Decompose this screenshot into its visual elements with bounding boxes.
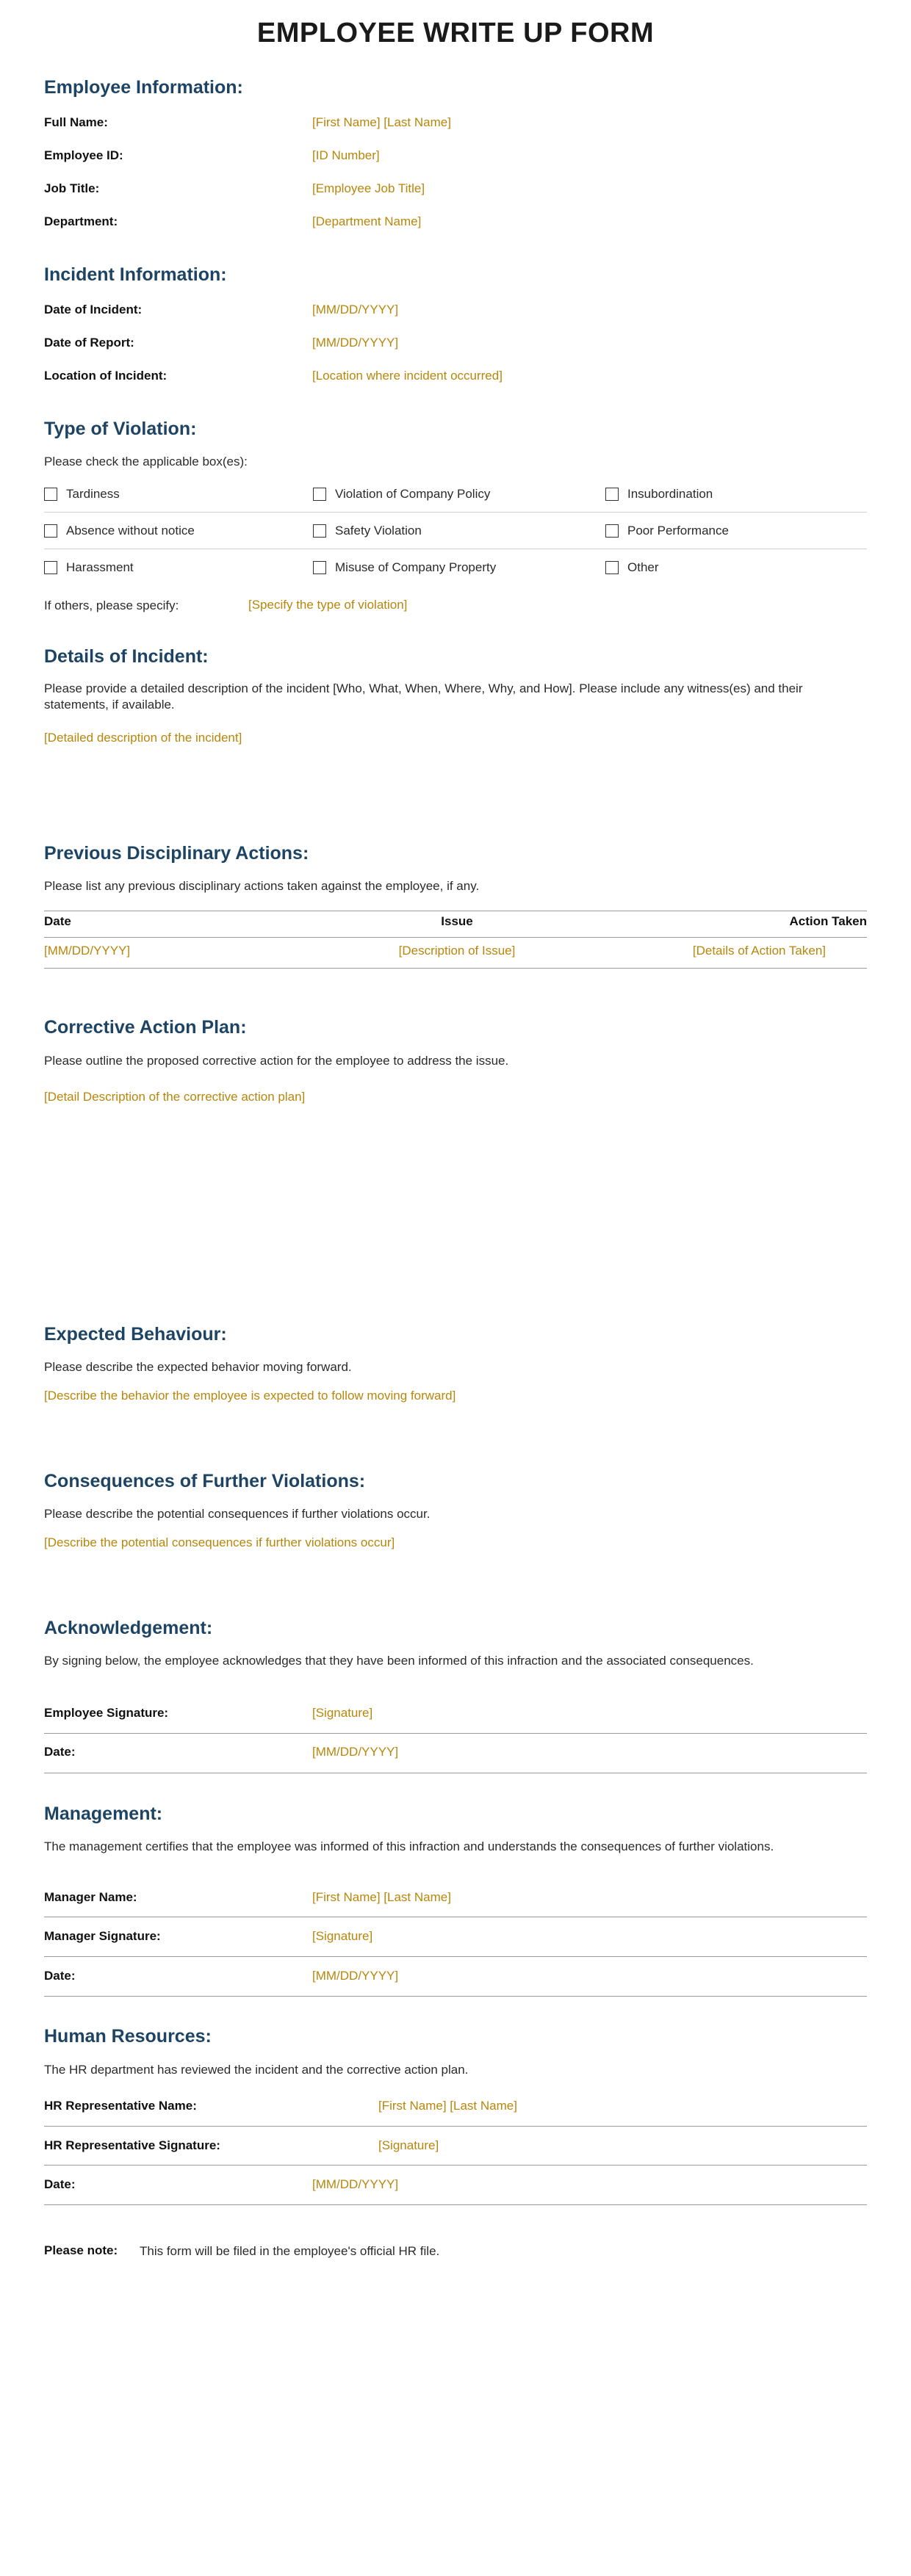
hr-date-line [44, 2204, 867, 2205]
hr-rep-name-field[interactable]: [First Name] [Last Name] [378, 2099, 517, 2113]
consequences-heading: Consequences of Further Violations: [44, 1471, 366, 1491]
column-header-date: Date [44, 914, 71, 928]
column-header-action: Action Taken [789, 914, 867, 928]
corrective-plan-heading: Corrective Action Plan: [44, 1017, 247, 1038]
checkbox-square-icon[interactable] [44, 561, 57, 574]
checkbox-square-icon[interactable] [605, 488, 619, 501]
expected-behaviour-heading: Expected Behaviour: [44, 1324, 227, 1345]
employee-id-label: Employee ID: [44, 148, 123, 162]
hr-signature-line [44, 2165, 867, 2166]
note-text: This form will be filed in the employee's official HR file. [140, 2244, 440, 2258]
employee-id-field[interactable]: [ID Number] [312, 148, 380, 162]
checkbox-tardiness[interactable]: Tardiness [44, 487, 120, 502]
checkbox-poor-performance[interactable]: Poor Performance [605, 524, 729, 538]
date-of-incident-field[interactable]: [MM/DD/YYYY] [312, 303, 399, 316]
incident-info-heading: Incident Information: [44, 264, 227, 285]
hr-rep-name-label: HR Representative Name: [44, 2099, 197, 2113]
expected-behaviour-field[interactable]: [Describe the behavior the employee is expected to follow moving forward] [44, 1389, 456, 1403]
management-instruction: The management certifies that the employee was informed of this infraction and understands the consequences of further violations. [44, 1839, 774, 1853]
violation-instruction: Please check the applicable box(es): [44, 455, 248, 468]
full-name-label: Full Name: [44, 115, 108, 129]
date-of-report-label: Date of Report: [44, 336, 134, 350]
hr-date-label: Date: [44, 2177, 76, 2191]
consequences-field[interactable]: [Describe the potential consequences if further violations occur] [44, 1535, 395, 1549]
table-bottom-rule [44, 968, 867, 969]
checkbox-square-icon[interactable] [44, 488, 57, 501]
table-cell-action[interactable]: [Details of Action Taken] [692, 944, 826, 958]
employee-signature-field[interactable]: [Signature] [312, 1706, 373, 1720]
checkbox-square-icon[interactable] [605, 524, 619, 538]
manager-signature-field[interactable]: [Signature] [312, 1929, 373, 1943]
date-of-report-field[interactable]: [MM/DD/YYYY] [312, 336, 399, 350]
checkbox-other[interactable]: Other [605, 560, 659, 575]
table-header-rule [44, 937, 867, 938]
signature-line [44, 1733, 867, 1734]
manager-name-field[interactable]: [First Name] [Last Name] [312, 1890, 451, 1904]
checkbox-misuse[interactable]: Misuse of Company Property [313, 560, 496, 575]
details-instruction: Please provide a detailed description of the incident [Who, What, When, Where, Why, and How]. Please include any witness(es) and their statements, if available. [44, 681, 803, 712]
checkbox-safety[interactable]: Safety Violation [313, 524, 422, 538]
violation-heading: Type of Violation: [44, 419, 197, 439]
consequences-instruction: Please describe the potential consequences if further violations occur. [44, 1507, 431, 1521]
manager-date-line [44, 1996, 867, 1997]
previous-actions-heading: Previous Disciplinary Actions: [44, 843, 309, 864]
corrective-plan-field[interactable]: [Detail Description of the corrective action plan] [44, 1090, 306, 1104]
other-specify-field[interactable]: [Specify the type of violation] [248, 598, 408, 612]
hr-rep-signature-label: HR Representative Signature: [44, 2138, 220, 2152]
corrective-plan-instruction: Please outline the proposed corrective action for the employee to address the issue. [44, 1054, 509, 1068]
checkbox-square-icon[interactable] [605, 561, 619, 574]
manager-signature-label: Manager Signature: [44, 1929, 161, 1943]
checkbox-square-icon[interactable] [313, 524, 326, 538]
expected-behaviour-instruction: Please describe the expected behavior moving forward. [44, 1360, 352, 1374]
manager-date-field[interactable]: [MM/DD/YYYY] [312, 1969, 399, 1983]
ack-date-field[interactable]: [MM/DD/YYYY] [312, 1745, 399, 1759]
hr-instruction: The HR department has reviewed the incident and the corrective action plan. [44, 2063, 469, 2077]
hr-name-line [44, 2126, 867, 2127]
checkbox-square-icon[interactable] [313, 488, 326, 501]
hr-heading: Human Resources: [44, 2026, 212, 2047]
checkbox-insubordination[interactable]: Insubordination [605, 487, 713, 502]
acknowledgement-heading: Acknowledgement: [44, 1618, 213, 1638]
table-cell-date[interactable]: [MM/DD/YYYY] [44, 944, 131, 958]
manager-name-label: Manager Name: [44, 1890, 137, 1904]
location-field[interactable]: [Location where incident occurred] [312, 369, 503, 383]
details-heading: Details of Incident: [44, 646, 209, 667]
job-title-field[interactable]: [Employee Job Title] [312, 181, 425, 195]
ack-date-label: Date: [44, 1745, 76, 1759]
checkbox-absence[interactable]: Absence without notice [44, 524, 195, 538]
department-field[interactable]: [Department Name] [312, 214, 422, 228]
checkbox-square-icon[interactable] [313, 561, 326, 574]
checkbox-harassment[interactable]: Harassment [44, 560, 134, 575]
note-label: Please note: [44, 2243, 118, 2257]
divider [44, 512, 867, 513]
full-name-field[interactable]: [First Name] [Last Name] [312, 115, 451, 129]
manager-signature-line [44, 1956, 867, 1957]
employee-signature-label: Employee Signature: [44, 1706, 169, 1720]
employee-info-heading: Employee Information: [44, 77, 243, 98]
checkbox-square-icon[interactable] [44, 524, 57, 538]
management-heading: Management: [44, 1803, 163, 1824]
acknowledgement-instruction: By signing below, the employee acknowledges that they have been informed of this infraction and the associated consequences. [44, 1654, 754, 1668]
manager-date-label: Date: [44, 1969, 76, 1983]
hr-rep-signature-field[interactable]: [Signature] [378, 2138, 439, 2152]
location-label: Location of Incident: [44, 369, 168, 383]
previous-actions-instruction: Please list any previous disciplinary actions taken against the employee, if any. [44, 879, 480, 893]
department-label: Department: [44, 214, 118, 228]
hr-date-field[interactable]: [MM/DD/YYYY] [312, 2177, 399, 2191]
details-field[interactable]: [Detailed description of the incident] [44, 731, 242, 745]
checkbox-policy-violation[interactable]: Violation of Company Policy [313, 487, 490, 502]
job-title-label: Job Title: [44, 181, 100, 195]
date-of-incident-label: Date of Incident: [44, 303, 143, 316]
page-title: EMPLOYEE WRITE UP FORM [256, 18, 655, 48]
other-specify-label: If others, please specify: [44, 598, 179, 612]
